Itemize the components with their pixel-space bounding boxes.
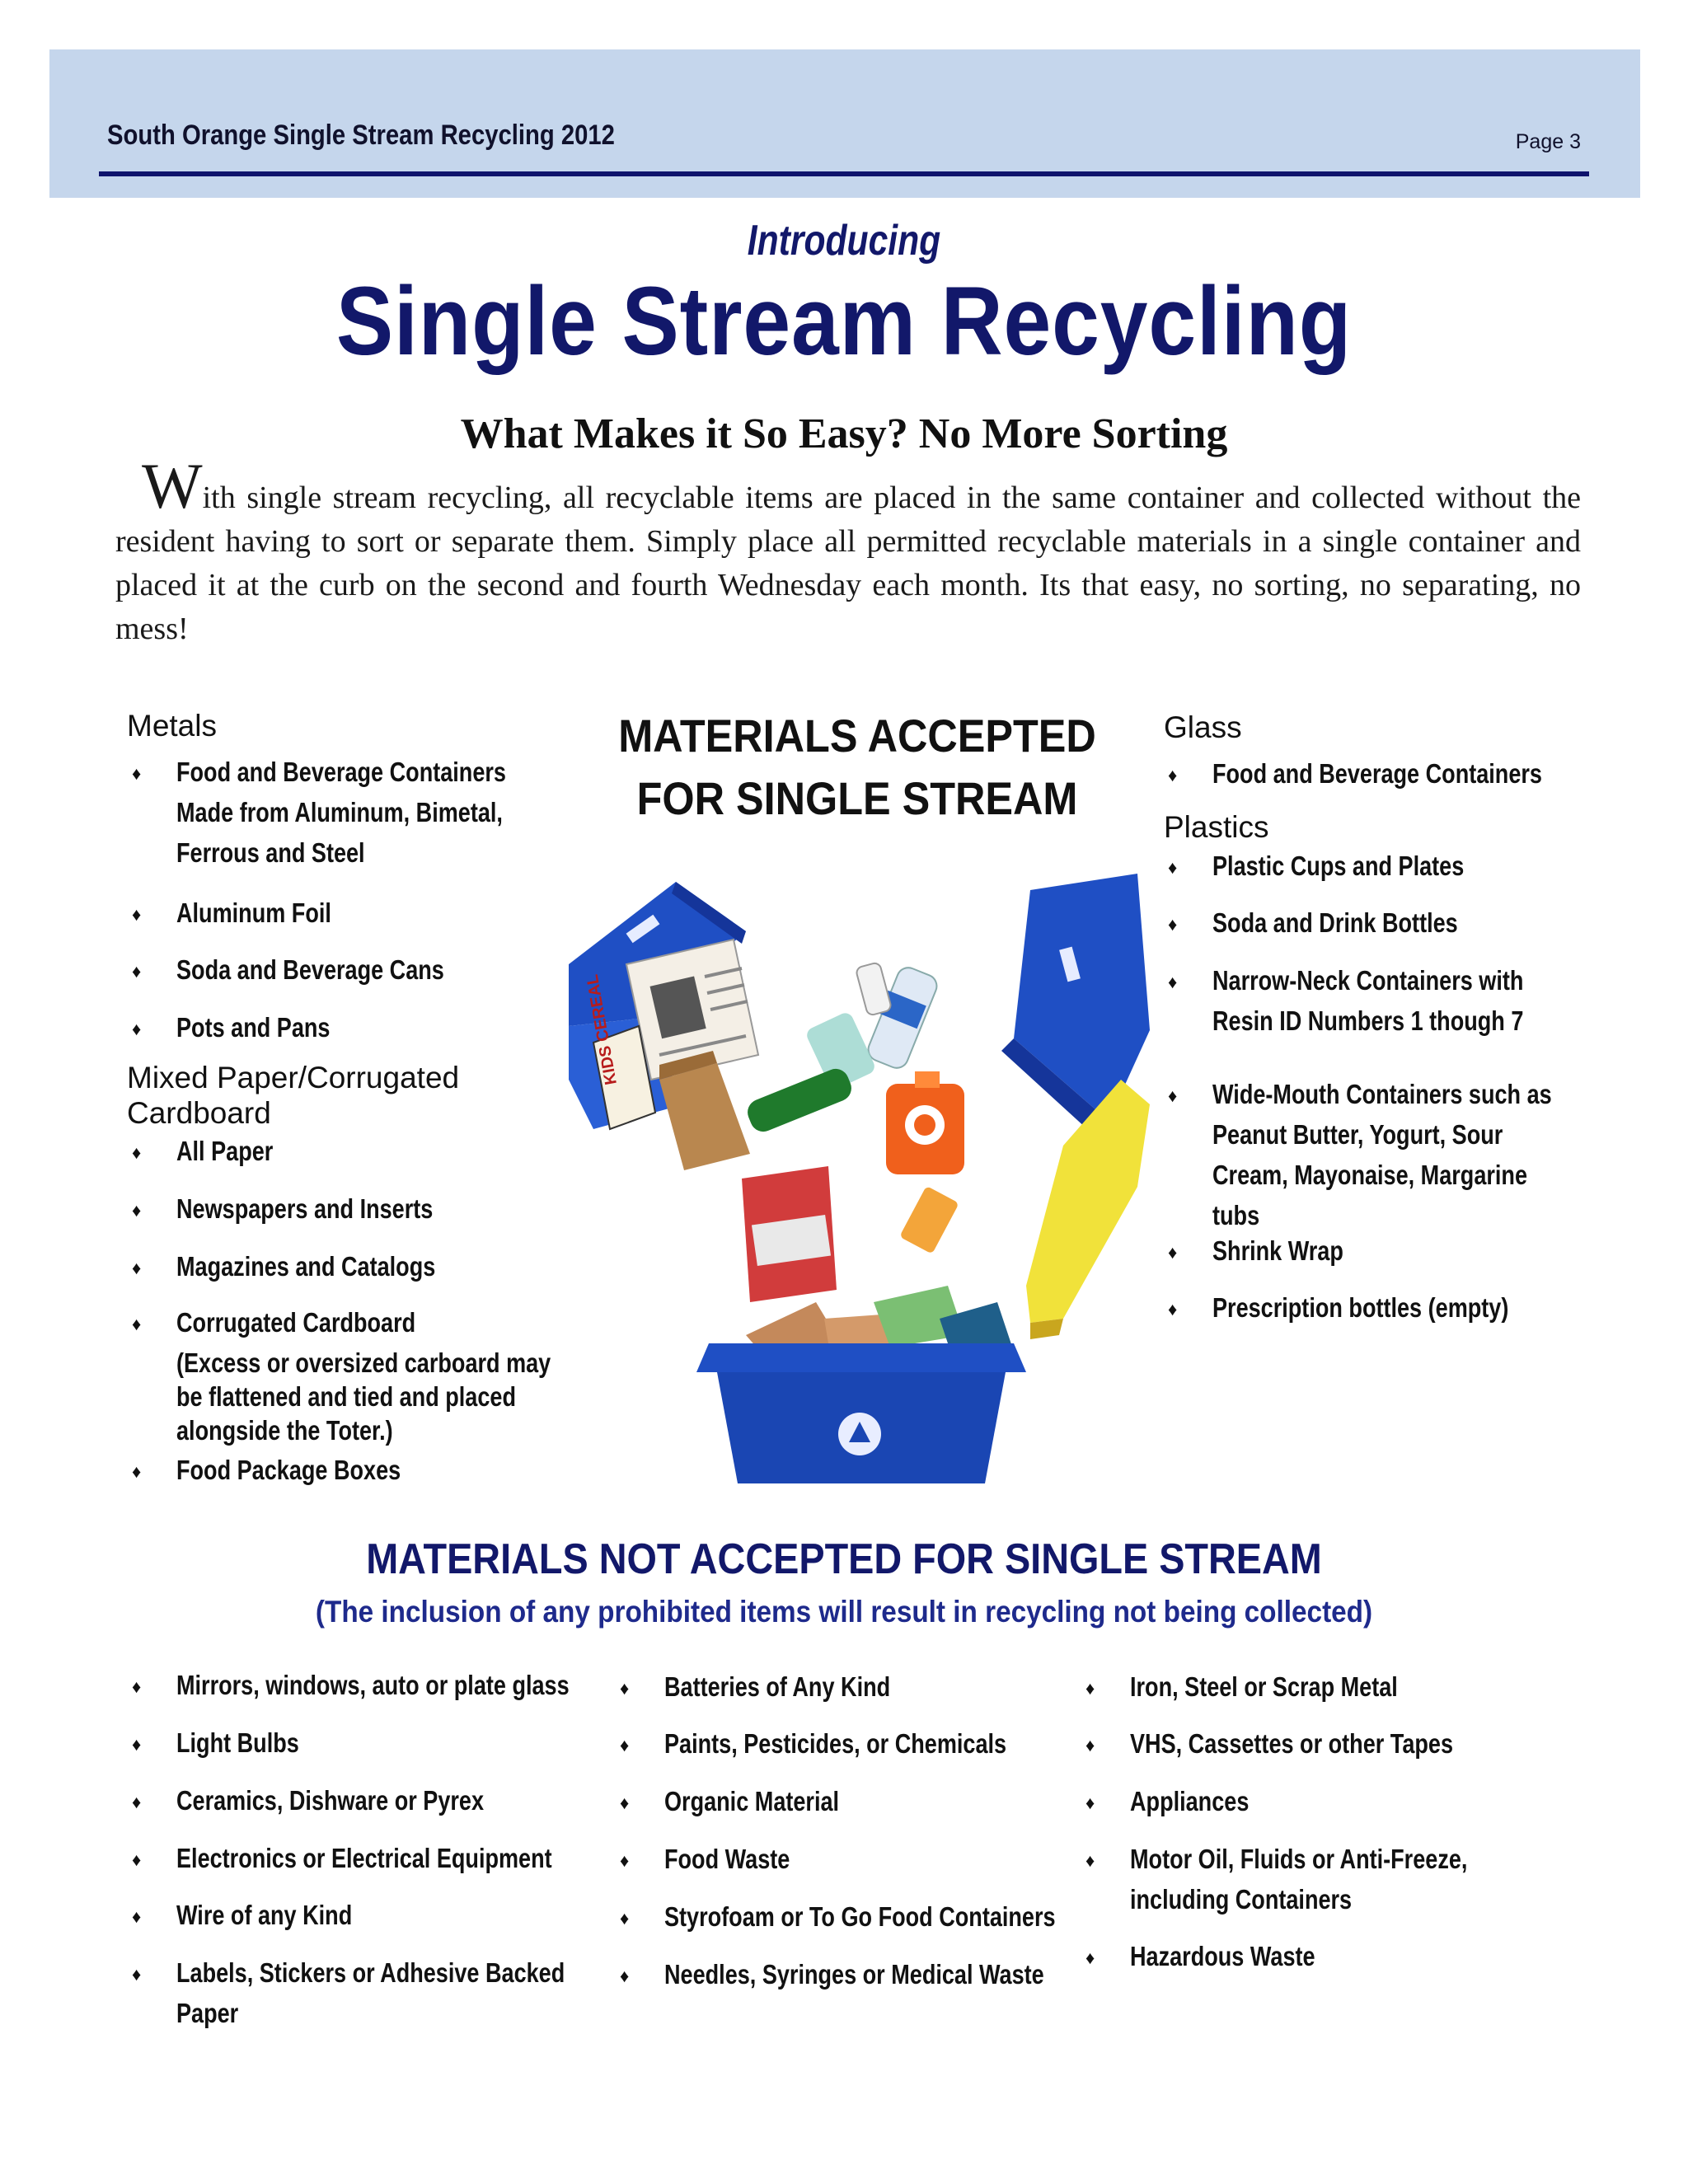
bullet-icon: ♦ <box>1168 1085 1178 1106</box>
bullet-icon: ♦ <box>132 1906 142 1927</box>
bullet-icon: ♦ <box>132 1142 142 1163</box>
paper-heading-line2: Cardboard <box>127 1096 271 1130</box>
list-item: Mirrors, windows, auto or plate glass <box>176 1670 570 1700</box>
list-item: Plastic Cups and Plates <box>1212 851 1465 881</box>
bullet-icon: ♦ <box>132 1734 142 1755</box>
list-item: All Paper <box>176 1136 274 1166</box>
green-bottle-icon <box>743 1065 856 1136</box>
bullet-icon: ♦ <box>132 1200 142 1221</box>
not-accepted-note: (The inclusion of any prohibited items will result in recycling not being collected) <box>315 1595 1373 1629</box>
list-item: be flattened and tied and placed <box>176 1381 516 1412</box>
bullet-icon: ♦ <box>620 1793 630 1813</box>
bullet-icon: ♦ <box>620 1966 630 1986</box>
list-item: Ceramics, Dishware or Pyrex <box>176 1785 485 1816</box>
bullet-icon: ♦ <box>132 1849 142 1870</box>
list-item: Aluminum Foil <box>176 898 331 928</box>
materials-accepted-title-line1: MATERIALS ACCEPTED <box>618 710 1096 762</box>
list-item: Corrugated Cardboard <box>176 1307 416 1338</box>
list-item: Resin ID Numbers 1 though 7 <box>1212 1005 1524 1036</box>
bullet-icon: ♦ <box>1168 857 1178 878</box>
bullet-icon: ♦ <box>132 1314 142 1334</box>
list-item: Needles, Syringes or Medical Waste <box>664 1959 1044 1990</box>
bullet-icon: ♦ <box>132 1019 142 1039</box>
recycling-bin-icon <box>696 1343 1026 1483</box>
list-item: Appliances <box>1130 1786 1250 1816</box>
bullet-icon: ♦ <box>1085 1793 1095 1813</box>
bullet-icon: ♦ <box>132 1792 142 1812</box>
glass-heading: Glass <box>1164 710 1242 744</box>
materials-accepted-title-line2: FOR SINGLE STREAM <box>636 772 1078 824</box>
list-item: Soda and Drink Bottles <box>1212 907 1458 938</box>
yellow-bag-icon <box>1026 1080 1150 1339</box>
magazine-icon <box>742 1166 837 1302</box>
list-item: Styrofoam or To Go Food Containers <box>664 1901 1056 1932</box>
bullet-icon: ♦ <box>132 1258 142 1278</box>
list-item: Newspapers and Inserts <box>176 1193 434 1224</box>
list-item: including Containers <box>1130 1884 1353 1915</box>
list-item: Pots and Pans <box>176 1012 331 1043</box>
list-item: Made from Aluminum, Bimetal, <box>176 797 503 827</box>
drop-cap: W <box>142 450 203 522</box>
bullet-icon: ♦ <box>1085 1850 1095 1871</box>
intro-paragraph <box>115 450 1581 651</box>
list-item: Cream, Mayonaise, Margarine <box>1212 1160 1528 1190</box>
bullet-icon: ♦ <box>1168 1299 1178 1319</box>
list-item: Narrow-Neck Containers with <box>1212 965 1524 996</box>
bullet-icon: ♦ <box>132 961 142 982</box>
list-item: Wire of any Kind <box>176 1900 353 1930</box>
introducing-label: Introducing <box>747 217 941 265</box>
detergent-jug-icon <box>886 1071 964 1174</box>
list-item: (Excess or oversized carboard may <box>176 1347 551 1378</box>
plastics-heading: Plastics <box>1164 810 1269 844</box>
paper-bag-icon <box>659 1051 750 1170</box>
bullet-icon: ♦ <box>1085 1735 1095 1755</box>
list-item: Labels, Stickers or Adhesive Backed <box>176 1957 565 1988</box>
list-item: Paints, Pesticides, or Chemicals <box>664 1728 1007 1759</box>
bullet-icon: ♦ <box>620 1678 630 1699</box>
page-number: Page 3 <box>1515 130 1581 153</box>
header-divider <box>99 171 1589 176</box>
cereal-box-label: KIDS CEREAL <box>583 972 621 1086</box>
list-item: Motor Oil, Fluids or Anti-Freeze, <box>1130 1844 1468 1874</box>
list-item: Paper <box>176 1998 239 2028</box>
paper-heading-line1: Mixed Paper/Corrugated <box>127 1061 460 1094</box>
list-item: Food Waste <box>664 1844 790 1874</box>
bullet-icon: ♦ <box>132 763 142 784</box>
bullet-icon: ♦ <box>1168 972 1178 992</box>
metals-heading: Metals <box>127 709 217 743</box>
bullet-icon: ♦ <box>620 1735 630 1755</box>
bullet-icon: ♦ <box>1168 914 1178 935</box>
list-item: Magazines and Catalogs <box>176 1251 436 1282</box>
list-item: alongside the Toter.) <box>176 1415 393 1446</box>
page-title: Single Stream Recycling <box>335 267 1353 376</box>
list-item: Ferrous and Steel <box>176 837 365 868</box>
bullet-icon: ♦ <box>132 1676 142 1697</box>
newsletter-title: South Orange Single Stream Recycling 2012 <box>107 120 615 151</box>
pill-bottle-icon <box>899 1186 959 1254</box>
list-item: Wide-Mouth Containers such as <box>1212 1079 1552 1109</box>
bullet-icon: ♦ <box>1085 1678 1095 1699</box>
bullet-icon: ♦ <box>1168 765 1178 785</box>
list-item: Peanut Butter, Yogurt, Sour <box>1212 1119 1503 1150</box>
list-item: Shrink Wrap <box>1212 1235 1343 1266</box>
list-item: Batteries of Any Kind <box>664 1671 891 1702</box>
list-item: Food and Beverage Containers <box>176 757 506 787</box>
list-item: Iron, Steel or Scrap Metal <box>1130 1671 1398 1702</box>
bullet-icon: ♦ <box>620 1850 630 1871</box>
list-item: Soda and Beverage Cans <box>176 954 444 985</box>
materials-accepted-title <box>598 705 1117 830</box>
list-item: VHS, Cassettes or other Tapes <box>1130 1728 1454 1759</box>
bullet-icon: ♦ <box>132 1461 142 1482</box>
recycling-illustration <box>569 874 1150 1483</box>
bullet-icon: ♦ <box>132 1964 142 1985</box>
intro-text: ith single stream recycling, all recyclable items are placed in the same container and collected without the resident having to sort or separate them. Simply place all permitted recyclable materials in a single container and placed it at the curb on the second and fourth Wednesday each month. Its that easy, no sorting, no separating, no mess! <box>115 480 1581 646</box>
list-item: Electronics or Electrical Equipment <box>176 1843 552 1873</box>
not-accepted-title: MATERIALS NOT ACCEPTED FOR SINGLE STREAM <box>366 1535 1322 1583</box>
subheading: What Makes it So Easy? No More Sorting <box>460 410 1228 457</box>
list-item: Food and Beverage Containers <box>1212 758 1542 789</box>
bullet-icon: ♦ <box>1085 1947 1095 1968</box>
bullet-icon: ♦ <box>1168 1242 1178 1263</box>
list-item: tubs <box>1212 1200 1260 1230</box>
small-bottle-icon <box>856 962 893 1016</box>
bullet-icon: ♦ <box>132 904 142 925</box>
list-item: Food Package Boxes <box>176 1455 401 1485</box>
list-item: Organic Material <box>664 1786 840 1816</box>
bullet-icon: ♦ <box>620 1908 630 1929</box>
list-item: Hazardous Waste <box>1130 1941 1315 1971</box>
list-item: Light Bulbs <box>176 1727 299 1758</box>
list-item: Prescription bottles (empty) <box>1212 1292 1509 1323</box>
